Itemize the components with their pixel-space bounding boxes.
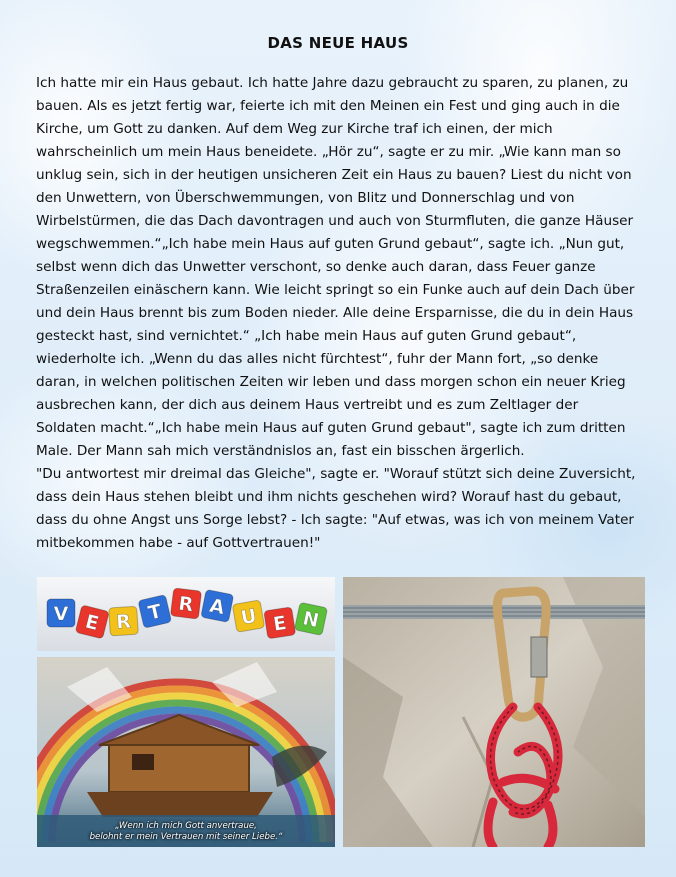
cube-letter: T — [146, 600, 164, 625]
letter-cube — [294, 602, 327, 635]
letter-cubes — [37, 577, 335, 651]
ark-hull — [87, 792, 273, 817]
caption-line-1: „Wenn ich mich Gott anvertraue, — [115, 821, 257, 831]
ark-window — [132, 754, 154, 770]
rainbow-caption — [37, 821, 335, 843]
letter-cube — [47, 599, 75, 627]
page-title: DAS NEUE HAUS — [267, 34, 409, 52]
cube-letter: A — [207, 594, 227, 620]
letter-cube — [201, 589, 234, 622]
cube-letter: E — [83, 610, 101, 636]
letter-cube — [75, 605, 109, 639]
carabiner-rope-image — [343, 577, 645, 847]
story-paragraph-1: Ich hatte mir ein Haus gebaut. Ich hatte Jahre dazu gebraucht zu sparen, zu planen, zu bauen. Als es jetzt fertig war, feierte ich mit den Meinen ein Fest und ging auch in die Kirche, um Gott zu danken. Auf dem Weg zur Kirche traf ich einen, der mich wahrscheinlich um mein Haus beneidete. „Hör zu“, sagte er zu mir. „Wie kann man so unklug sein, sich in der heutigen unsicheren Zeit ein Haus zu bauen? Liest du nicht von den Unwettern, von Überschwemmungen, von Blitz und Donnerschlag und von Wirbelstürmen, die das Dach davontragen und auch von Sturmfluten, die ganze Häuser wegschwemmen.“„Ich habe mein Haus auf guten Grund gebaut“, sagte ich. „Nun gut, selbst wenn dich das Unwetter verschont, so denke auch daran, dass Feuer ganze Straßenzeilen einäschern kann. Wie leicht springt so ein Funke auch auf dein Dach über und dein Haus brennt bis zum Boden nieder. Alle deine Ersparnisse, die du in dein Haus gesteckt hast, sind vernichtet.“ „Ich habe mein Haus auf guten Grund gebaut“, wiederholte ich. „Wenn du das alles nicht fürchtest“, fuhr der Mann fort, „so denke daran, in welchen politischen Zeiten wir leben und dass morgen schon ein neuer Krieg ausbrechen kann, der dich aus deinem Haus vertreibt und es zum Zeltlager der Soldaten macht.“„Ich habe mein Haus auf guten Grund gebaut", sagte ich zum dritten Male. Der Mann sah mich verständnislos an, fast ein bisschen ärgerlich. — [36, 75, 635, 459]
letter-cube — [264, 607, 296, 639]
cube-letter: V — [53, 603, 69, 625]
letter-cube — [232, 600, 264, 632]
cube-letter: E — [271, 612, 288, 636]
carabiner-rope-photo — [343, 577, 645, 847]
ark-house — [109, 742, 249, 792]
rainbow-ark-illustration — [37, 657, 335, 847]
cube-letter: R — [115, 610, 132, 634]
story-text — [36, 72, 642, 555]
carabiner-lock — [531, 637, 547, 677]
story-paragraph-2: "Du antwortest mir dreimal das Gleiche", sagte er. "Worauf stützt sich deine Zuversicht, dass dein Haus stehen bleibt und ihm nichts geschehen wird? Worauf hast du gebaut, dass du ohne Angst uns Sorge lebst? - Ich sagte: "Auf etwas, was ich von meinem Vater mitbekommen habe - auf Gottvertrauen!" — [36, 466, 636, 551]
caption-line-2: belohnt er mein Vertrauen mit seiner Liebe.“ — [89, 832, 283, 842]
cube-letter: U — [239, 604, 259, 630]
rainbow-ark-image — [37, 657, 335, 847]
cube-letter: N — [300, 607, 321, 633]
cube-letter: R — [177, 592, 195, 617]
vertrauen-blocks-image — [37, 577, 335, 651]
letter-cube — [109, 606, 139, 636]
letter-cube — [138, 595, 172, 629]
letter-cube — [170, 588, 201, 619]
